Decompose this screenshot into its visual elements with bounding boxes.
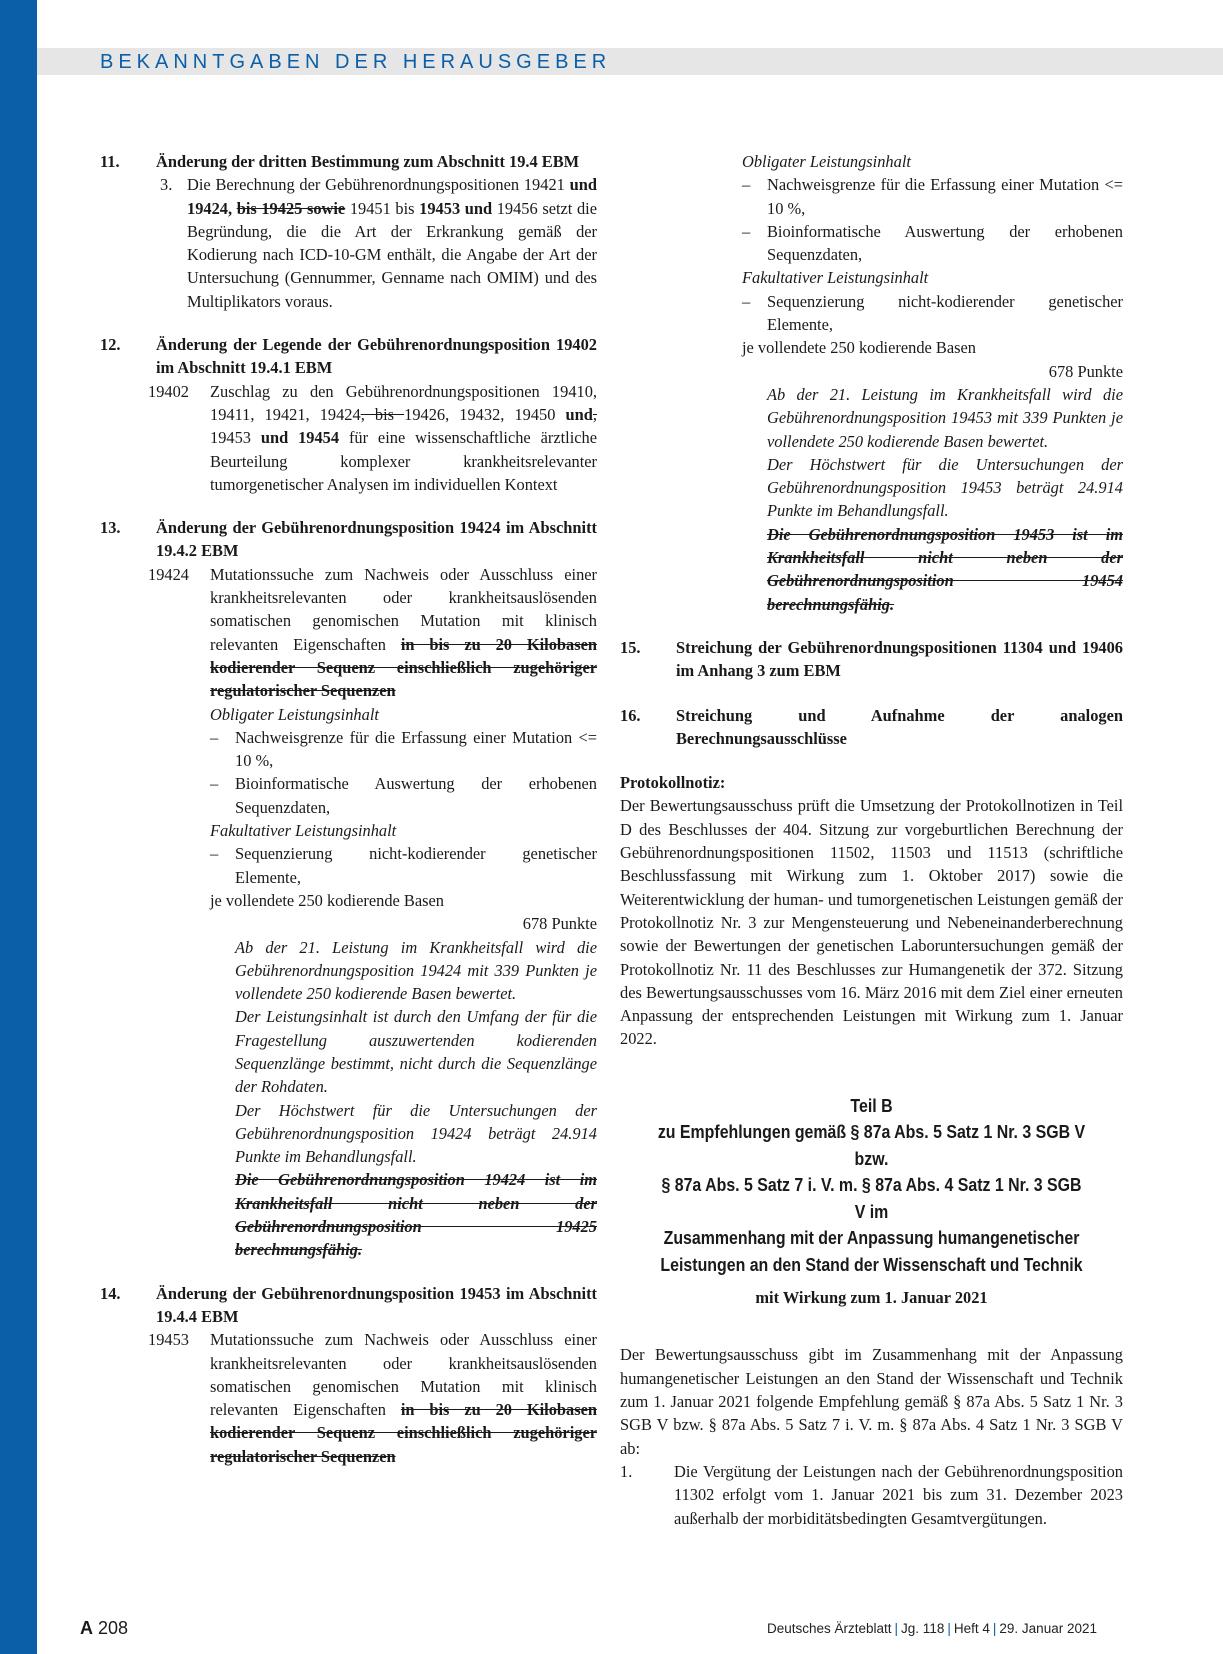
note: Der Höchstwert für die Untersuchungen der Gebührenordnungsposition 19453 beträgt 24.914 Punkte im Behandlungsfall. [767,454,1123,521]
list-item: – Sequenzierung nicht-kodierender genetischer Elemente, [210,844,597,887]
section-11-heading [100,150,597,173]
section-13-heading [100,516,597,563]
section-11-item [160,173,597,313]
section-title: Streichung der Gebührenordnungspositionen 11304 und 19406 im Anhang 3 zum EBM [676,637,1123,681]
protokoll-heading: Protokollnotiz: [620,773,726,793]
blue-side-bar [0,0,37,1654]
deleted-text: in bis zu 20 Kilobasen kodierender Sequenz einschließlich zugehöriger regulatorischer Sequenzen [210,1400,597,1466]
section-12-heading [100,333,597,380]
section-number: 15. [620,637,641,657]
list-item: – Bioinformatische Auswertung der erhobenen Sequenzdaten, [742,221,1123,265]
list-item: – Sequenzierung nicht-kodierender genetischer Elemente, [742,291,1123,335]
gop-19453 [148,1328,597,1468]
section-title: BEKANNTGABEN DER HERAUSGEBER [100,51,612,73]
list-item: – Nachweisgrenze für die Erfassung einer Mutation <= 10 %, [742,175,1123,218]
section-14-heading [100,1282,597,1329]
deleted-note: Die Gebührenordnungsposition 19453 ist im Krankheitsfall nicht neben der Gebührenordnungsposition 19454 berechnungsfähig. [767,524,1123,614]
unit-text: je vollendete 250 kodierende Basen [742,338,976,358]
page-number: A 208 [80,1618,129,1638]
gop-19402 [148,380,597,496]
gop-19424 [148,563,597,1262]
deleted-text: bis 19425 sowie [236,198,346,218]
optional-label: Fakultativer Leistungsinhalt [742,268,929,288]
section-title: Änderung der Legende der Gebührenordnungsposition 19402 im Abschnitt 19.4.1 EBM [156,335,597,378]
intro-text: Der Bewertungsausschuss gibt im Zusammenhang mit der Anpassung humangenetischer Leistungen an den Stand der Wissenschaft und Technik zum 1. Januar 2021 folgende Empfehlung gemäß § 87a Abs. 5 Satz 1 Nr. 3 SGB V bzw. § 87a Abs. 5 Satz 7 i. V. m. § 87a Abs. 4 Satz 1 Nr. 3 SGB V ab: [620,1345,1123,1458]
note: Der Höchstwert für die Untersuchungen der Gebührenordnungsposition 19424 beträgt 24.914 Punkte im Behandlungsfall. [235,1100,597,1167]
gop-code: 19453 [148,1330,189,1350]
gop-code: 19402 [148,381,189,401]
gop-text: Mutationssuche zum Nachweis oder Ausschluss einer krankheitsrelevanten oder krankheitsauslösenden somatischen genomischen Mutation mit klinisch relevanten Eigenschaften in bis zu 20 Kilobasen kodierender Sequenz einschließlich zugehöriger regulatorischer Sequenzen [210,564,597,701]
section-number: 13. [100,518,121,538]
deleted-text: in bis zu 20 Kilobasen kodierender Sequenz einschließlich zugehöriger regulatorischer Sequenzen [210,634,597,701]
section-title: Änderung der Gebührenordnungsposition 19453 im Abschnitt 19.4.4 EBM [156,1283,597,1326]
list-item: – Bioinformatische Auswertung der erhobenen Sequenzdaten, [210,774,597,817]
list-item: – Nachweisgrenze für die Erfassung einer Mutation <= 10 %, [210,727,597,771]
section-title: Änderung der Gebührenordnungsposition 19424 im Abschnitt 19.4.2 EBM [156,518,597,561]
section-number: 14. [100,1283,121,1303]
points-value: 678 Punkte [1048,361,1123,381]
protokoll-text: Der Bewertungsausschuss prüft die Umsetzung der Protokollnotizen in Teil D des Beschlusses der 404. Sitzung zur vorgeburtlichen Berechnung der Gebührenordnungspositionen 11502, 11503 und 11513 (schriftliche Beschlussfassung mit Wirkung zum 1. Oktober 2017) sowie die Weiterentwicklung der human- und tumorgenetischen Leistungen gemäß der Protokollnotiz Nr. 3 zur Mengensteuerung und Nebeneinanderberechnung sowie der Bewertungen der genetischen Laboruntersuchungen gemäß der Protokollnotiz Nr. 11 des Beschlusses zur Humangenetik der 372. Sitzung des Bewertungsausschusses vom 16. März 2016 mit dem Ziel einer erneuten Anpassung der entsprechenden Leistungen mit Wirkung zum 1. Januar 2022. [620,796,1123,1049]
section-title: Änderung der dritten Bestimmung zum Abschnitt 19.4 EBM [156,152,580,171]
left-column [100,150,597,1468]
note: Ab der 21. Leistung im Krankheitsfall wird die Gebührenordnungsposition 19453 mit 339 Punkten je vollendete 250 kodierende Basen bewertet. [767,384,1123,451]
deleted-note: Die Gebührenordnungsposition 19424 ist im Krankheitsfall nicht neben der Gebührenordnungsposition 19425 berechnungsfähig. [235,1170,597,1260]
footer-citation: Deutsches Ärzteblatt | Jg. 118 | Heft 4 | 29. Januar 2021 [766,1621,1097,1636]
section-16-heading [620,704,1123,751]
section-number: 16. [620,705,641,725]
teil-b-subtitle: mit Wirkung zum 1. Januar 2021 [755,1288,988,1308]
right-column [620,150,1123,1530]
section-title: Streichung und Aufnahme der analogen Berechnungsausschlüsse [676,705,1123,748]
obligatory-label: Obligater Leistungsinhalt [210,704,379,724]
unit-text: je vollendete 250 kodierende Basen [210,890,444,910]
teil-b-heading: Teil B zu Empfehlungen gemäß § 87a Abs. 5 Satz 1 Nr. 3 SGB V bzw. § 87a Abs. 5 Satz 7 i. V. m. § 87a Abs. 4 Satz 1 Nr. 3 SGB V im Zusammenhang mit der Anpassung humangenetischer Leistungen an den Stand der Wissenschaft und Technik [657,1094,1086,1275]
section-15-heading [620,636,1123,683]
gop-text: Mutationssuche zum Nachweis oder Ausschluss einer krankheitsrelevanten oder krankheitsauslösenden somatischen genomischen Mutation mit klinisch relevanten Eigenschaften in bis zu 20 Kilobasen kodierender Sequenz einschließlich zugehöriger regulatorischer Sequenzen [210,1330,597,1466]
gop-19453-continued [742,150,1123,616]
note: Der Leistungsinhalt ist durch den Umfang der für die Fragestellung auszuwertenden kodierenden Sequenzlänge bestimmt, nicht durch die Sequenzlänge der Rohdaten. [235,1007,597,1097]
gop-body [210,563,597,1262]
points-value: 678 Punkte [522,914,597,934]
section-number: 11. [100,152,120,171]
item-number: 3. [160,175,173,195]
optional-label: Fakultativer Leistungsinhalt [210,821,397,841]
enum-item: 1. Die Vergütung der Leistungen nach der Gebührenordnungsposition 11302 erfolgt vom 1. Januar 2021 bis zum 31. Dezember 2023 außerhalb der morbiditätsbedingten Gesamtvergütungen. [620,1461,1123,1528]
obligatory-label: Obligater Leistungsinhalt [742,152,911,171]
note: Ab der 21. Leistung im Krankheitsfall wird die Gebührenordnungsposition 19424 mit 339 Punkten je vollendete 250 kodierende Basen bewertet. [235,937,597,1004]
gop-code: 19424 [148,564,189,584]
section-number: 12. [100,335,121,355]
item-text: Die Berechnung der Gebührenordnungspositionen 19421 und 19424, bis 19425 sowie 19451 bis 19453 und 19456 setzt die Begründung, die die Art der Erkrankung gemäß der Kodierung nach ICD-10-GM enthält, die Angabe der Art der Untersuchung (Gennummer, Genname nach OMIM) und des Multiplikators voraus. [187,175,597,311]
gop-text: Zuschlag zu den Gebührenordnungspositionen 19410, 19411, 19421, 19424, bis 19426, 19432, 19450 und, 19453 und 19454 für eine wissenschaftliche ärztliche Beurteilung komplexer krankheitsrelevanter tumorgenetischer Analysen im individuellen Kontext [210,381,598,494]
